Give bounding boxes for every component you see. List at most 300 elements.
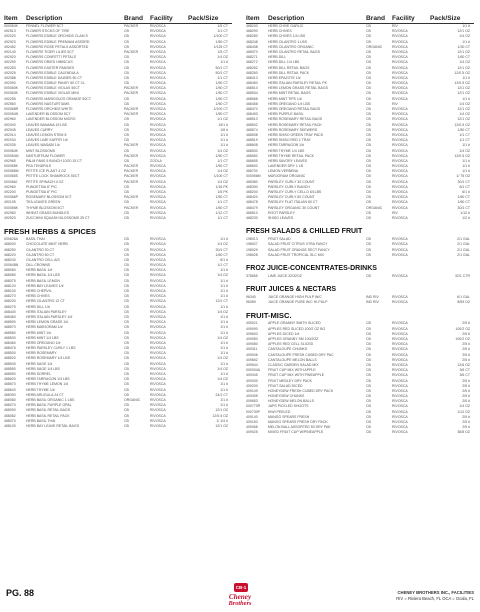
item-pack-size: 12/0.5 OZ	[454, 81, 470, 86]
item-description: APPLES GRANNY SM 100/2OZ	[268, 337, 319, 341]
item-facility: RIVOSCA	[150, 294, 166, 299]
item-brand: CB	[366, 352, 371, 357]
product-list	[246, 274, 474, 279]
item-brand: CB	[124, 127, 129, 132]
item-description: HONEYDEW FRESH CUBED DRY PACK	[268, 388, 334, 393]
left-column	[4, 10, 232, 429]
item-description: SALAD FRUIT TROPICAL SLC MIX	[268, 252, 324, 257]
item-code: 492040	[4, 122, 16, 127]
item-facility: RIVOSCA	[150, 39, 166, 44]
item-brand: CB	[366, 425, 371, 430]
item-pack-size: 1/50 CT	[215, 164, 228, 169]
item-pack-size: 1/50 CT	[215, 81, 228, 86]
item-pack-size: 2/5 #	[462, 399, 470, 404]
item-facility: RIVOSCA	[150, 252, 166, 257]
item-pack-size: 1/1 #	[220, 403, 228, 408]
item-description: FLOWERS DRIED HIBISCUS	[26, 60, 73, 65]
item-description: PARSLEY ORGANIC 30 COUNT	[268, 205, 320, 210]
item-brand: ORGANIC	[366, 44, 383, 49]
product-list	[246, 24, 474, 221]
item-pack-size: 1/1 CT	[217, 75, 228, 80]
item-description: HERB CHIVES 1/4 LBS	[268, 34, 306, 39]
item-facility: RIVOSCA	[150, 179, 166, 184]
item-pack-size: 1/4 OZ	[217, 273, 228, 278]
item-facility: RIVOSCA	[392, 34, 408, 39]
item-description: HONEYDEW MELON BALLS	[268, 399, 314, 404]
company-name: CHENEY BROTHERS INC., FACILITIES	[397, 590, 474, 595]
item-brand: CB	[124, 309, 129, 314]
item-code: 492560	[4, 101, 16, 106]
item-code: 409021	[246, 321, 258, 326]
item-pack-size: 1/50 CT	[215, 101, 228, 106]
section-title: FRESH SALADS & CHILLED FRUIT	[246, 228, 363, 236]
item-brand: CB	[124, 200, 129, 205]
item-code: 492513	[4, 29, 16, 34]
item-facility: RIVOSCA	[150, 351, 166, 356]
item-description: HERB ROSEMARY 1/4 LBS	[26, 356, 71, 361]
item-description: HERB SHISO GREEN TRAY PACK	[268, 132, 324, 137]
item-description: LAVENDER BLOSSOM 5CT	[26, 112, 71, 117]
logo-badge: CB-1	[235, 585, 247, 590]
item-brand: CB	[366, 148, 371, 153]
item-description: HERB BAY LEAVES 1/#	[26, 283, 64, 288]
item-brand: CB	[124, 314, 129, 319]
item-description: CANTALOUPE CHUNKS	[268, 347, 308, 352]
item-pack-size: 1/4 OZ	[217, 335, 228, 340]
item-facility: RIVOSCA	[150, 44, 166, 49]
item-facility: RIVOSCA	[392, 404, 408, 409]
logo-name: Cheney	[228, 593, 252, 601]
item-facility: RIVOSCA	[392, 352, 408, 357]
item-description: HERB MINT 1/4 LBS	[26, 335, 59, 340]
item-brand: CB	[366, 337, 371, 341]
item-description: HERB ROSEMARY RETAIL PACK	[268, 122, 322, 127]
item-facility: RIVOSCA	[150, 335, 166, 340]
item-brand: PACKER	[124, 91, 139, 96]
item-description: PALM FANS 5 BUNCH 10/20 15 CT	[26, 158, 82, 163]
item-brand: CB	[124, 117, 129, 122]
item-code: 468590	[4, 372, 16, 376]
item-brand: CB	[124, 403, 129, 408]
item-description: HONEYDEW CHUNKS	[268, 394, 305, 399]
item-pack-size: 12/0.5 OZ	[212, 413, 228, 418]
item-code: 000648N	[4, 263, 19, 268]
item-brand: CB	[124, 294, 129, 299]
item-description: HERB ITALIAN PARSLEY	[26, 309, 67, 314]
item-code: 468600	[246, 164, 258, 169]
item-description: HERB MARJORAM 1/#	[26, 325, 63, 330]
item-code: 468438	[246, 44, 258, 49]
item-brand: CB	[366, 247, 371, 252]
item-description: FLOWERS ROSE PETALS ASSORTED	[26, 44, 89, 49]
item-brand: CB	[124, 356, 129, 361]
item-brand: CB	[124, 138, 129, 143]
item-code: 409046	[246, 352, 258, 357]
item-description: HERB DILL 1/4 LBS	[268, 60, 300, 65]
item-description: PARSLEY CURLY 60 COUNT	[268, 195, 315, 200]
item-brand: CB	[366, 75, 371, 80]
item-brand: CB	[366, 383, 371, 388]
item-code: 000066P	[4, 195, 19, 200]
item-pack-size: 1/50 CT	[215, 86, 228, 91]
item-brand: CB	[366, 237, 371, 242]
item-brand: CB	[366, 373, 371, 378]
item-brand: CB	[366, 195, 371, 200]
item-facility: RIVOSCA	[150, 190, 166, 194]
item-pack-size: 1/1 #	[220, 397, 228, 402]
item-facility: RIVOSCA	[392, 164, 408, 169]
item-pack-size: 12/6 OZ	[457, 362, 470, 367]
item-code: 468493	[246, 112, 258, 117]
item-pack-size: 6/1 #	[220, 257, 228, 262]
item-description: FRUIT CUP MIX WITH PINEAPPLE	[268, 373, 325, 378]
item-facility: RIVOSCA	[150, 387, 166, 392]
item-description: LEAVES LEMON STEM 8	[26, 132, 67, 137]
item-brand: CB	[366, 143, 371, 148]
item-code: 468570	[4, 325, 16, 330]
item-code: 468650	[246, 153, 258, 158]
item-code: 468510	[246, 86, 258, 91]
product-row	[246, 430, 474, 435]
item-pack-size: 12/0.5 OZ	[454, 70, 470, 75]
column-header	[4, 10, 232, 24]
item-facility: RIVOSCA	[150, 289, 166, 293]
item-brand: CB	[124, 320, 129, 325]
item-pack-size: 1/1 #	[462, 143, 470, 148]
item-description: HERB ROSEMARY RETAIL BAGS	[268, 117, 323, 122]
item-description: LEMON VERBENA	[268, 169, 299, 174]
item-pack-size: 12/1 OZ	[457, 91, 470, 96]
item-brand: CB	[124, 340, 129, 345]
item-pack-size: 1/8 #	[220, 127, 228, 132]
item-pack-size: 1/1 #	[462, 24, 470, 28]
item-brand: CB	[366, 331, 371, 336]
item-code: 468534	[246, 91, 258, 96]
item-brand: CB	[366, 368, 371, 373]
item-code: 409080	[246, 342, 258, 347]
item-brand: CB	[124, 351, 129, 356]
section-title: FROZ JUICE-CONCENTRATES-DRINKS	[246, 264, 377, 272]
header-facility: Facility	[150, 15, 173, 22]
item-facility: RIVOSCA	[150, 382, 166, 387]
item-pack-size: 3/6 CT	[459, 368, 470, 373]
item-brand: IND RIV	[366, 300, 379, 305]
item-code: 468250	[4, 247, 16, 252]
item-code: 000770R	[246, 404, 261, 409]
item-pack-size: 1/50 CT	[215, 195, 228, 200]
item-brand: CB	[124, 299, 129, 304]
item-pack-size: 1/1 #	[220, 340, 228, 345]
item-brand: CB	[366, 394, 371, 399]
item-facility: RIVOSCA	[150, 242, 166, 247]
item-pack-size: 1/1 #	[462, 39, 470, 44]
item-code: 468248	[246, 39, 258, 44]
item-description: HERB OREGANO RETAIL BAGS	[268, 107, 321, 111]
item-description: PUNGETSIA 8" PIC	[26, 190, 58, 194]
item-description: JUICE ORANGE HIGH PULP W/C	[268, 295, 322, 300]
header-description: Description	[268, 15, 305, 22]
section-title: FRUIT JUICES & NECTARS	[246, 286, 337, 294]
item-pack-size: 32/1 CTR	[455, 273, 470, 278]
item-pack-size: 2/1 GAL	[457, 247, 470, 252]
item-description: HERB LEMON GRASS RETAIL BAGS	[268, 86, 328, 91]
item-pack-size: 1/60 CT	[457, 200, 470, 205]
item-pack-size: 50/1 CT	[215, 65, 228, 70]
item-brand: CB	[366, 117, 371, 122]
item-code: 198028	[246, 252, 258, 257]
item-code: 492923	[4, 39, 16, 44]
item-pack-size: 1/1 #	[220, 325, 228, 330]
item-facility: RIVOSCA	[150, 24, 166, 28]
item-description: APPLE GRANNY SMITH SLICED	[268, 321, 321, 326]
item-code: 000730P	[246, 409, 261, 414]
item-code: 000034A	[246, 368, 261, 373]
item-pack-size: 1/12 OZ	[457, 409, 470, 414]
item-facility: RIVOSCA	[392, 132, 408, 137]
item-description: CHOCOLATE MINT HERB	[26, 242, 68, 247]
item-brand: CB	[366, 321, 371, 326]
item-pack-size: 1/4 OZ	[459, 148, 470, 153]
item-brand: CB	[124, 75, 129, 80]
item-brand: CB	[124, 346, 129, 351]
item-pack-size: 2/1 GAL	[457, 252, 470, 257]
item-brand: CB	[124, 263, 129, 268]
item-facility: RIVOSCA	[392, 107, 408, 111]
item-brand: CB	[366, 399, 371, 404]
item-pack-size: 12/0.5 OZ	[454, 122, 470, 127]
item-code: 492090	[4, 81, 16, 86]
item-facility: RIVOSCA	[150, 330, 166, 335]
item-pack-size: 1/1 #	[220, 346, 228, 351]
item-pack-size: 1/1 CT	[217, 158, 228, 163]
item-description: HERB CHIVES	[26, 294, 50, 299]
item-facility: RIVOSCA	[150, 200, 166, 205]
item-facility: RIVOSCA	[150, 49, 166, 54]
item-pack-size: 1/1 #	[462, 96, 470, 101]
item-description: FLOWERS EDIBLE PREMIUM ASSSRD	[26, 39, 90, 44]
item-pack-size: 1/1 #	[462, 158, 470, 163]
item-pack-size: 1/1 #	[220, 387, 228, 392]
item-pack-size: 30/1 CT	[457, 179, 470, 184]
item-facility: RIVOSCA	[150, 127, 166, 132]
item-facility: RIVOSCA	[392, 96, 408, 101]
item-facility: RIVOSCA	[392, 127, 408, 132]
item-brand: PACKER	[124, 143, 139, 148]
item-pack-size: 12/1 OZ	[215, 423, 228, 428]
item-facility: RIVOSCA	[392, 55, 408, 60]
item-facility: RIVOSCA	[150, 278, 166, 283]
item-facility: RIVOSCA	[392, 362, 408, 367]
item-brand: CB	[366, 210, 371, 215]
header-brand: Brand	[124, 15, 144, 22]
item-facility: RIVOSCA	[392, 342, 408, 347]
item-code: 468370	[246, 49, 258, 54]
item-code: 468000	[4, 242, 16, 247]
item-code: 409544	[246, 362, 258, 367]
item-pack-size: 1/1 #	[462, 75, 470, 80]
header-pack-size: Pack/Size	[430, 15, 461, 22]
item-description: THYME BLOSSOM 5CT	[26, 205, 65, 210]
item-brand: CB	[366, 252, 371, 257]
item-code: 000054M	[4, 153, 19, 158]
item-code: 468070	[4, 418, 16, 423]
item-code: 409025	[246, 430, 258, 435]
item-description: LAVENDER DRY 1 LB	[268, 164, 304, 169]
item-pack-size: 2/1 GAL	[457, 237, 470, 242]
item-code: 468510	[246, 117, 258, 122]
item-pack-size: 8/59 OZ	[457, 300, 470, 305]
item-code: 468608	[246, 143, 258, 148]
item-description: HERB ARUGULA 24 CT	[26, 392, 64, 397]
item-facility: RIVOSCA	[392, 321, 408, 326]
item-pack-size: 12/1 OZ	[457, 49, 470, 54]
item-description: WHEAT GRASS BUNDLES	[26, 210, 70, 215]
item-brand: CB	[366, 60, 371, 65]
item-description: HERB BAY LEAVE RETAIL BAGS	[26, 423, 79, 428]
item-brand: CB	[124, 190, 129, 194]
item-description: FENNEL FLOWER 5CT	[26, 24, 64, 28]
item-code: 468460	[4, 314, 16, 319]
item-code: 468262	[246, 65, 258, 70]
item-code: 468272	[246, 60, 258, 65]
item-description: HERB DILL RETAIL BAGS	[268, 65, 310, 70]
item-facility: RIVOSCA	[392, 326, 408, 331]
column-header	[246, 10, 474, 24]
item-pack-size: 1/4 OZ	[217, 366, 228, 371]
item-code: 468075	[4, 278, 16, 283]
item-pack-size: 100/2 OZ	[455, 326, 470, 331]
item-code: 000064K	[4, 148, 19, 153]
item-brand: PACKER	[124, 174, 139, 179]
item-brand: CB	[124, 101, 129, 106]
item-description: JUICE ORANGE PURE W/C HI-PULP	[268, 300, 328, 305]
item-description: MINT BLOSSOMS	[26, 148, 56, 153]
item-code: 468700	[246, 169, 258, 174]
item-brand: CB	[124, 242, 129, 247]
item-code: 492025	[4, 70, 16, 75]
item-brand: CB	[366, 215, 371, 220]
item-facility: RIVOSCA	[392, 388, 408, 393]
item-description: FRUIT SALAD DICED	[268, 383, 303, 388]
item-facility: RIVOSCA	[392, 399, 408, 404]
item-facility: RIVOSCA	[150, 112, 166, 117]
item-code: 492452	[4, 44, 16, 49]
item-description: APPLES DICED 1/#	[268, 331, 300, 336]
item-pack-size: 2/1 GAL	[457, 242, 470, 247]
item-facility: RIVOSCA	[150, 215, 166, 220]
item-facility: RIVOSCA	[392, 295, 408, 300]
item-facility: RIVOSCA	[150, 70, 166, 75]
item-brand: CB	[124, 158, 129, 163]
item-code: 468479	[246, 205, 258, 210]
facility-legend: RIV = Riviera Beach, FL OCA = Ocala, FL	[396, 596, 474, 601]
item-facility: RIVOSCA	[392, 184, 408, 189]
item-description: HERB OREGANO 1/#	[26, 340, 61, 345]
item-facility: RIVOSCA	[150, 283, 166, 288]
item-brand: CB	[124, 215, 129, 220]
item-description: PARSLEY CURLY 30 COUNT	[268, 179, 315, 184]
item-code: 409150	[246, 420, 258, 424]
item-brand: CB	[124, 247, 129, 252]
item-facility: RIVOSCA	[150, 75, 166, 80]
item-code: 000063K	[4, 91, 19, 96]
item-pack-size: 1/60 CT	[457, 195, 470, 200]
item-description: MIXED FRUIT CUP W/PINEAPPLE	[268, 430, 324, 435]
item-facility: RIVOSCA	[150, 34, 166, 39]
item-description: APPLES RED SLICED 100/2 OZ BG	[268, 326, 326, 331]
item-facility: ZOOLA	[150, 158, 162, 163]
product-row	[246, 253, 474, 258]
item-brand: CB	[124, 257, 129, 262]
item-brand: CB	[124, 423, 129, 428]
item-brand: CB	[124, 372, 129, 376]
item-pack-size: 2/5 #	[462, 378, 470, 383]
item-code: 468560	[4, 330, 16, 335]
product-row	[246, 216, 474, 221]
item-brand: PACKER	[124, 153, 139, 158]
item-description: DILL CROWNS	[26, 263, 51, 268]
item-pack-size: 100/2 OZ	[455, 337, 470, 341]
item-description: CANTALOUPE MELON BALLS	[268, 357, 317, 362]
item-pack-size: 1/50 CT	[215, 96, 228, 101]
item-facility: RIVOSCA	[392, 195, 408, 200]
item-description: FLOWERS MARIGOLDS ORANGE 50CT	[26, 96, 91, 101]
header-brand: Brand	[366, 15, 386, 22]
item-code: 468390	[4, 392, 16, 397]
item-description: LIME JUICE 32/32OZ	[268, 273, 302, 278]
item-facility: RIVOSCA	[392, 252, 408, 257]
item-facility: RIVOSCA	[392, 44, 408, 49]
item-code: 468410	[246, 75, 258, 80]
item-facility: RIVOSCA	[150, 138, 166, 143]
page-footer	[0, 578, 480, 612]
item-facility: RIVOSCA	[392, 70, 408, 75]
item-pack-size: 2/5 #	[462, 342, 470, 347]
item-pack-size: 1/1 CT	[217, 200, 228, 205]
item-facility: RIVOSCA	[150, 356, 166, 361]
item-brand: CB	[124, 96, 129, 101]
item-code: 000065K	[4, 164, 19, 169]
item-brand: CB	[124, 65, 129, 70]
item-brand: CB	[124, 335, 129, 340]
item-code: 468060	[4, 268, 16, 273]
item-facility: RIV	[392, 210, 398, 215]
item-pack-size: 1/50 CT	[457, 127, 470, 132]
item-facility: RIVOSCA	[392, 215, 408, 220]
header-description: Description	[26, 15, 63, 22]
item-description: HERB OREGANO 1/4 LBS	[268, 101, 311, 106]
product-list	[4, 237, 232, 429]
item-description: HERB DILL 1/#	[26, 304, 50, 309]
item-description: FLOWERS TIGER LILIES 5CT	[26, 49, 74, 54]
item-pack-size: 1/1 #	[220, 382, 228, 387]
item-pack-size: 12/0.5 OZ	[454, 153, 470, 158]
item-description: HERB ROSEMARY SKEWERS	[268, 127, 318, 132]
item-pack-size: 12/1 OZ	[457, 107, 470, 111]
item-facility: RIVOSCA	[150, 65, 166, 70]
item-pack-size: 1/1 #	[220, 289, 228, 293]
item-description: FLOWERS EDIBLE DAISIES 50 CT	[26, 75, 83, 80]
item-pack-size: 1/16 PK	[215, 184, 228, 189]
item-facility: RIVOSCA	[150, 408, 166, 413]
item-facility: RIVOSCA	[150, 257, 166, 262]
item-brand: CB	[366, 342, 371, 347]
item-description: LEAVES BANANA 15 LBS	[26, 122, 67, 127]
item-brand: CB	[366, 34, 371, 39]
item-code: 468500	[4, 351, 16, 356]
item-facility: RIVOSCA	[150, 117, 166, 122]
item-description: HERB ROSEMARY	[26, 351, 57, 356]
